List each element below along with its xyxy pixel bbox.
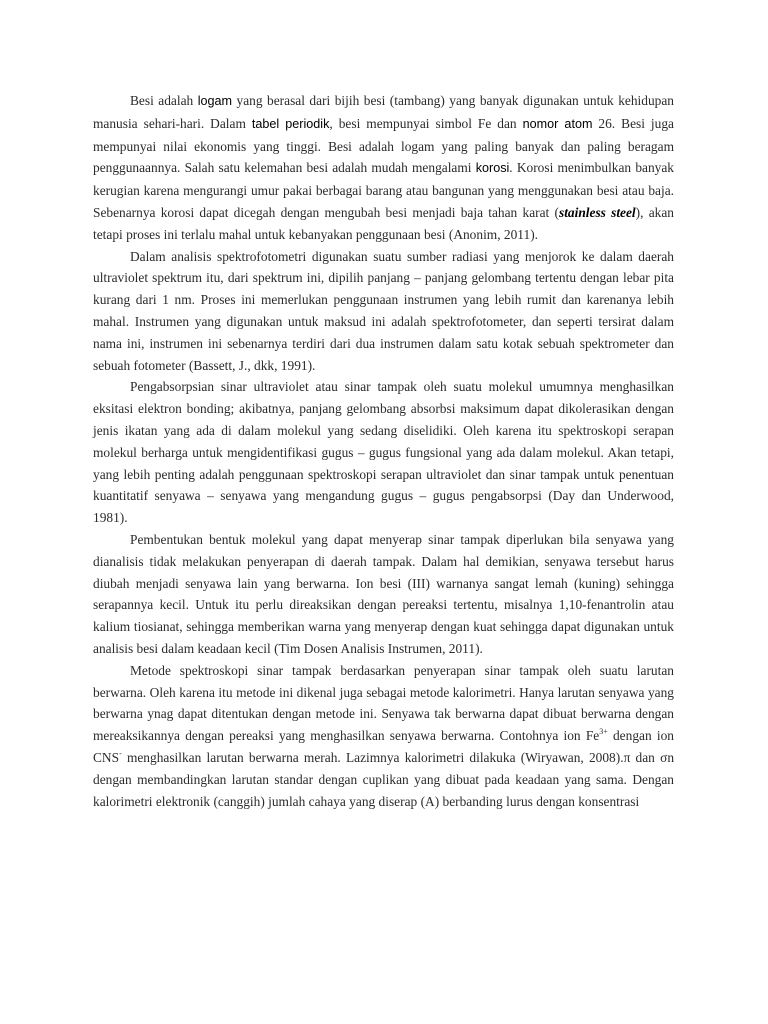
text-run: Metode spektroskopi sinar tampak berdasarkan penyerapan sinar tampak oleh suatu larutan berwarna. Oleh karena itu metode ini dikenal juga sebagai metode kalorimetri. Hanya larutan senyawa yang berwarna ynag dapat ditentukan dengan metode ini. Senyawa tak berwarna dapat dibuat berwarna dengan mereaksikannya dengan pereaksi yang menghasilkan senyawa berwarna. Contohnya ion Fe [93, 662, 674, 744]
text-run: . Korosi menimbulkan banyak kerugian karena mengurangi umur pakai berbagai barang atau bangunan yang menggunakan besi atau baja. Sebenarnya korosi dapat dicegah dengan mengubah besi menjadi baja tahan karat ( [93, 160, 674, 220]
text-run: Besi adalah [130, 93, 198, 108]
link-nomor-atom[interactable]: nomor atom [522, 116, 593, 131]
paragraph-pembentukan: Pembentukan bentuk molekul yang dapat menyerap sinar tampak diperlukan bila senyawa yang dianalisis tidak melakukan penyerapan di daerah tampak. Dalam hal demikian, senyawa tersebut harus diubah menjadi senyawa lain yang berwarna. Ion besi (III) warnanya sangat lemah (kuning) sehingga serapannya kecil. Untuk itu perlu direaksikan dengan pereaksi tertentu, misalnya 1,10-fenantrolin atau kalium tiosianat, sehingga memberikan warna yang menyerap dengan kuat sehingga dapat digunakan untuk analisis besi dalam keadaan kecil (Tim Dosen Analisis Instrumen, 2011). [93, 531, 674, 656]
document-page [93, 90, 674, 812]
text-run: ), akan tetapi proses ini terlalu mahal untuk kebanyakan penggunaan besi (Anonim, 2011). [93, 204, 674, 242]
link-logam[interactable]: logam [197, 94, 233, 108]
paragraph-spektrofotometri: Dalam analisis spektrofotometri digunakan suatu sumber radiasi yang menjorok ke dalam daerah ultraviolet spektrum itu, dari spektrum ini, dipilih panjang – panjang gelombang tertentu dengan lebar pita kurang dari 1 nm. Proses ini memerlukan penggunaan instrumen yang lebih rumit dan karenanya lebih mahal. Instrumen yang digunakan untuk maksud ini adalah spektrofotometer, dan seperti tersirat dalam nama ini, instrumen ini sebenarnya terdiri dari dua instrumen dalam satu kotak sebuah spektrometer dan sebuah fotometer (Bassett, J., dkk, 1991). [93, 248, 674, 373]
text-run: , besi mempunyai simbol Fe dan [329, 115, 523, 131]
text-run: dengan ion CNS [93, 728, 674, 765]
text-run: menghasilkan larutan berwarna merah. Lazimnya kalorimetri dilakuka (Wiryawan, 2008). [121, 749, 624, 765]
superscript-fe-charge: 3+ [599, 727, 608, 737]
paragraph-metode [93, 660, 674, 813]
sigma-symbol: σ [660, 749, 668, 765]
link-korosi[interactable]: korosi [475, 161, 510, 176]
text-run: dan [630, 749, 661, 765]
text-run: yang berasal dari bijih besi (tambang) yang banyak digunakan untuk kehidupan manusia sehari-hari. Dalam [93, 93, 674, 131]
paragraph-pengabsorpsian: Pengabsorpsian sinar ultraviolet atau sinar tampak oleh suatu molekul umumnya menghasilkan eksitasi elektron bonding; akibatnya, panjang gelombang absorbsi maksimum dapat dikolerasikan dengan jenis ikatan yang ada di dalam molekul yang sedang diselidiki. Oleh karena itu spektroskopi serapan molekul berharga untuk mengidentifikasi gugus – gugus fungsional yang ada dalam molekul. Akan tetapi, yang lebih penting adalah penggunaan spektroskopi serapan ultraviolet dan sinar tampak untuk penentuan kuantitatif senyawa – senyawa yang mengandung gugus – gugus pengabsorpsi (Day dan Underwood, 1981). [93, 379, 674, 526]
superscript-cns-charge: - [119, 748, 122, 758]
text-run: n dengan membandingkan larutan standar dengan cuplikan yang dibuat pada keadaan yang sama. Dengan kalorimetri elektronik (canggih) jumlah cahaya yang diserap (A) berbanding lurus dengan konsentrasi [93, 749, 675, 809]
stainless-steel-term: stainless steel [558, 204, 636, 220]
pi-symbol: π [623, 749, 631, 765]
link-tabel-periodik[interactable]: tabel periodik [251, 116, 330, 131]
paragraph-besi [93, 90, 674, 246]
text-run: 26. Besi juga mempunyai nilai ekonomis yang tinggi. Besi adalah logam yang paling banyak dan paling beragam penggunaannya. Salah satu kelemahan besi adalah mudah mengalami [93, 115, 674, 176]
